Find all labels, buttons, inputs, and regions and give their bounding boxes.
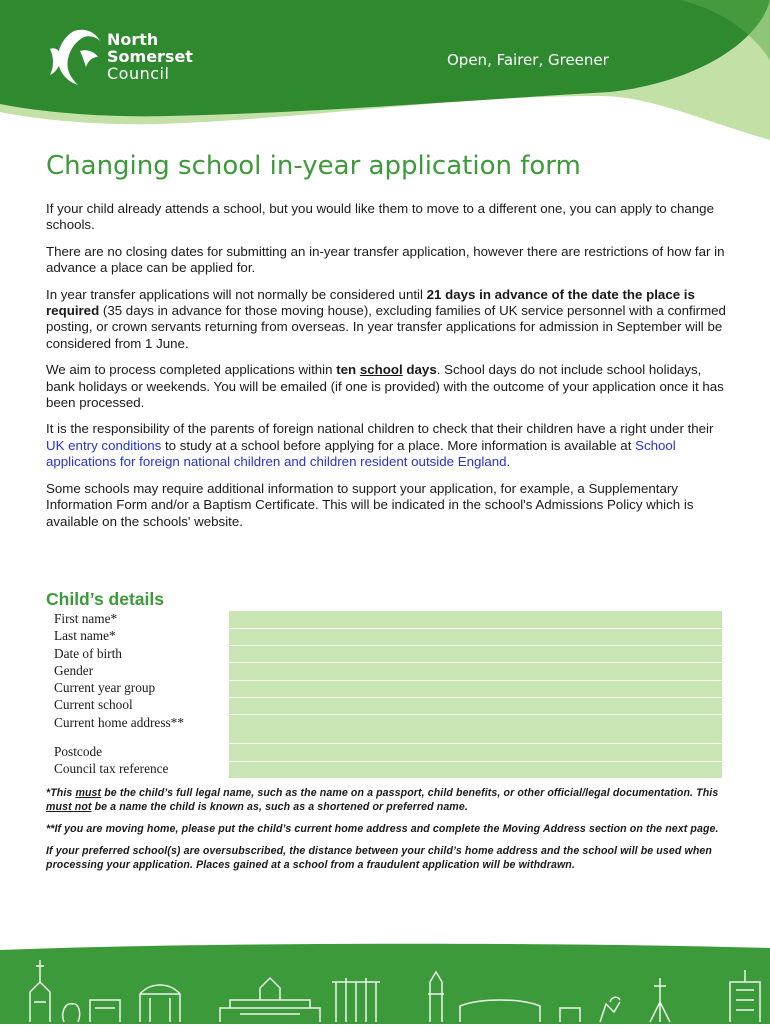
text-run: days [402, 362, 437, 378]
field-label: Date of birth [54, 645, 122, 661]
form-row [46, 646, 722, 663]
council-logo-icon [44, 27, 104, 91]
logo-line-council: Council [107, 64, 170, 83]
field-label: Current school [54, 697, 133, 713]
current-year-group-field[interactable] [229, 680, 722, 697]
form-row [46, 628, 722, 645]
form-notes [46, 786, 736, 880]
form-row [46, 680, 722, 697]
field-label: Last name* [54, 628, 116, 644]
intro-paragraph [46, 362, 726, 411]
postcode-field[interactable] [229, 744, 722, 761]
text-run: It is the responsibility of the parents of foreign national children to check that their children have a right under their [46, 421, 714, 437]
childs-details-form [46, 611, 722, 779]
foreign-national-applications-link[interactable]: School applications for foreign national children and children resident outside England [46, 437, 676, 470]
field-label: Gender [54, 662, 94, 678]
text-run: . School days do not include school holidays, bank holidays or weekends. You will be emailed (if one is provided) with the outcome of your application once it has been processed. [46, 362, 724, 411]
text-run-underlined: must not [46, 801, 92, 813]
uk-entry-conditions-link[interactable]: UK entry conditions [46, 437, 162, 453]
intro-paragraph [46, 421, 726, 470]
field-label: Postcode [54, 743, 103, 759]
text-run: . [506, 454, 511, 470]
text-run-underlined: must [75, 787, 102, 799]
date-of-birth-field[interactable] [229, 646, 722, 663]
text-run-underlined: school [359, 362, 403, 378]
text-run-bold [336, 362, 437, 377]
form-row [46, 761, 722, 778]
field-label: Council tax reference [54, 761, 169, 777]
note-oversubscribed: If your preferred school(s) are oversubscribed, the distance between your child’s home address and the school will be used when processing your application. Places gained at a school from a fraudulent application will be withdrawn. [46, 845, 712, 871]
form-row [46, 744, 722, 761]
last-name-field[interactable] [229, 628, 722, 645]
text-run: to study at a school before applying for a place. More information is available at [161, 437, 636, 453]
logo-line-somerset: Somerset [107, 47, 193, 66]
text-run: In year transfer applications will not normally be considered until [46, 286, 427, 302]
intro-paragraph: There are no closing dates for submitting an in-year transfer application, however there are restrictions of how far in advance a place can be applied for. [46, 243, 725, 276]
text-run: We aim to process completed applications within [46, 362, 337, 378]
tagline: Open, Fairer, Greener [447, 51, 609, 69]
form-row [46, 715, 722, 744]
field-label: Current home address** [54, 714, 184, 730]
form-row [46, 663, 722, 680]
page-title: Changing school in-year application form [46, 151, 581, 181]
council-logo-text [107, 31, 193, 82]
field-label: First name* [54, 611, 118, 626]
text-run: *This [46, 787, 76, 799]
footer-banner [0, 942, 770, 1024]
text-run: (35 days in advance for those moving house), excluding families of UK service personnel with a confirmed posting, or crown servants returning from overseas. In year transfer applications for admission in September will be considered from 1 June. [46, 303, 726, 351]
text-run: be the child’s full legal name, such as the name on a passport, child benefits, or other official/legal documentation. This [101, 787, 719, 799]
intro-paragraph [46, 287, 726, 353]
landmarks-illustration [0, 942, 770, 1024]
page-header [0, 0, 770, 140]
first-name-field[interactable] [229, 611, 722, 628]
current-school-field[interactable] [229, 697, 722, 714]
text-run: be a name the child is known as, such as a shortened or preferred name. [91, 801, 468, 813]
intro-text [46, 201, 726, 540]
text-run-bold: 21 days in advance of the date the place is required [46, 286, 695, 319]
current-home-address-field[interactable] [229, 715, 722, 744]
form-row [46, 697, 722, 714]
field-label: Current year group [54, 680, 156, 696]
note-moving-home: **If you are moving home, please put the child’s current home address and complete the Moving Address section on the next page. [46, 823, 719, 835]
logo-line-north: North [107, 30, 159, 49]
gender-field[interactable] [229, 663, 722, 680]
childs-details-heading: Child’s details [46, 589, 164, 609]
intro-paragraph: Some schools may require additional information to support your application, for example, a Supplementary Information Form and/or a Baptism Certificate. This will be indicated in the school's Admissions Policy which is available on the schools' website. [46, 480, 694, 529]
intro-paragraph: If your child already attends a school, but you would like them to move to a different one, you can apply to change schools. [46, 201, 714, 233]
council-tax-reference-field[interactable] [229, 761, 722, 778]
form-row [46, 611, 722, 628]
note-legal-name [46, 786, 736, 814]
text-run: ten [336, 362, 360, 378]
